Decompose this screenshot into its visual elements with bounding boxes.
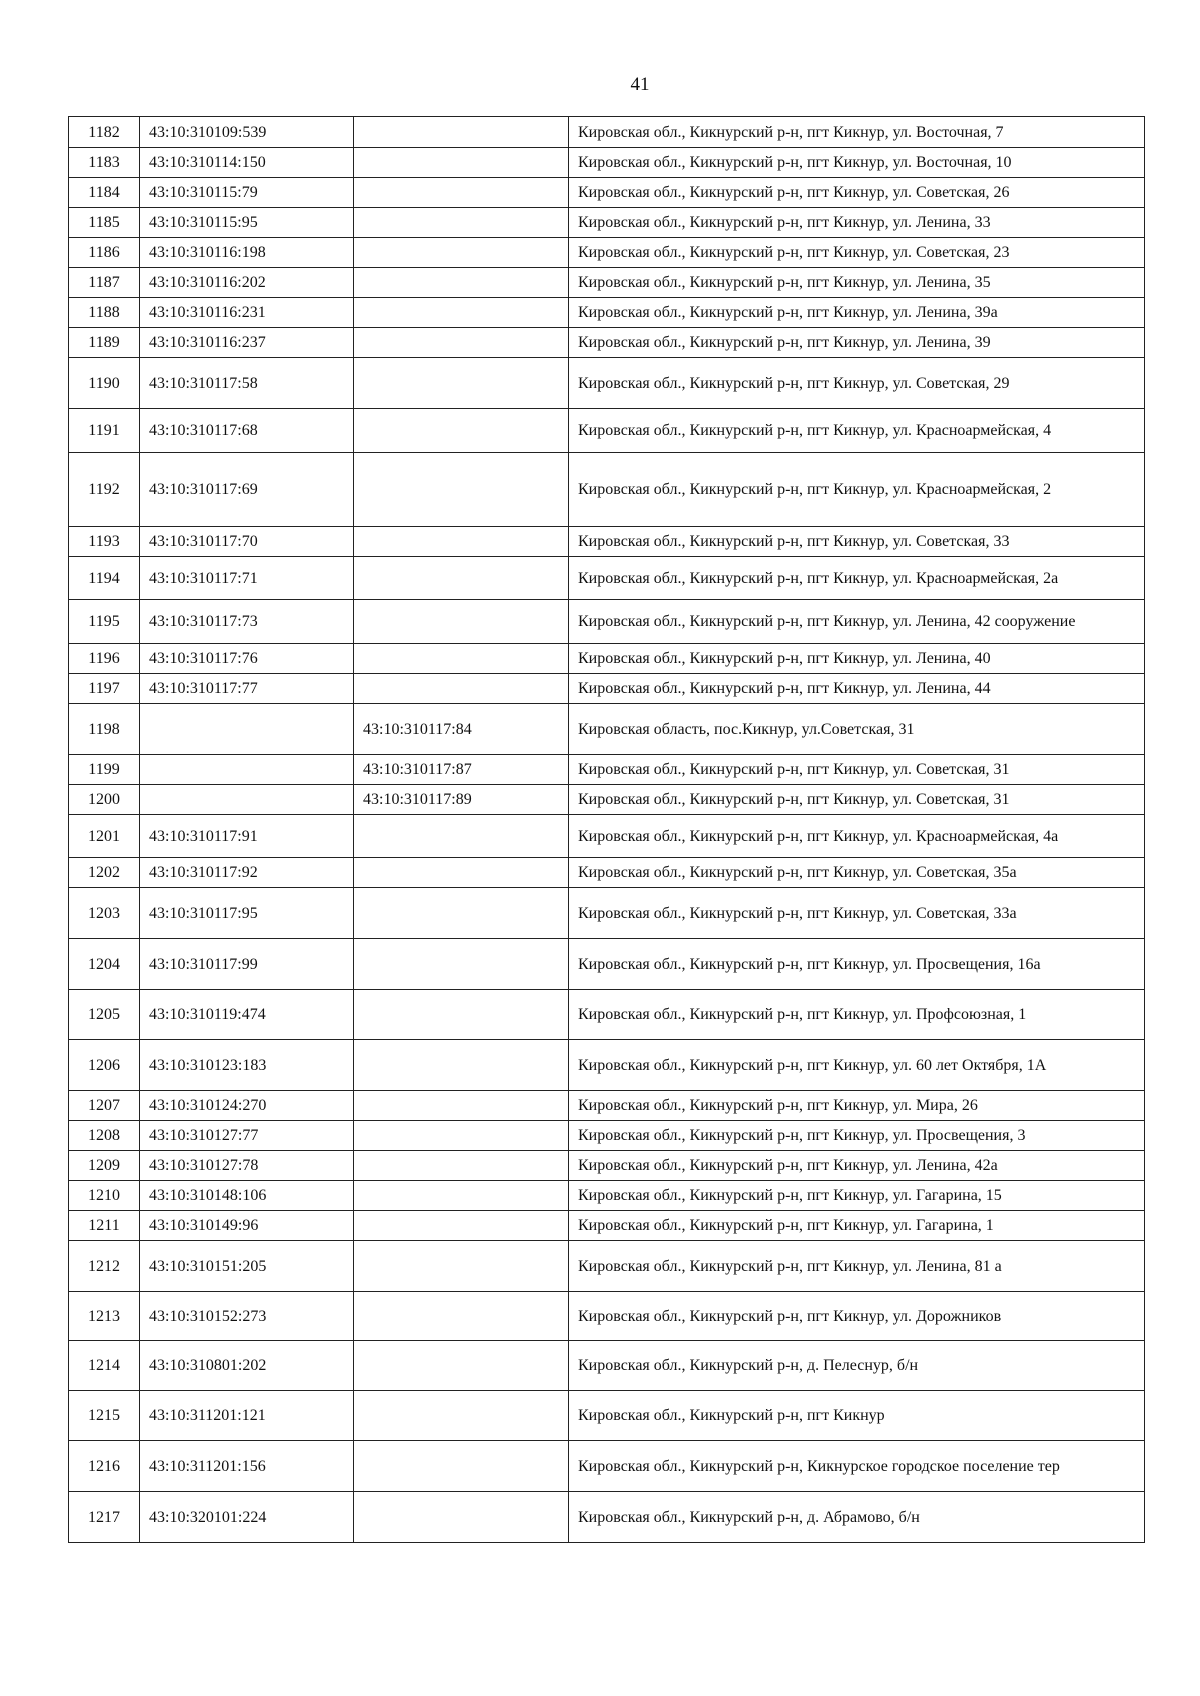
row-number-cell: 1183	[69, 148, 140, 178]
cadastral-number-alt-cell	[354, 1211, 569, 1241]
address-cell: Кировская обл., Кикнурский р-н, пгт Кикнур, ул. Советская, 31	[569, 785, 1145, 815]
table-row	[69, 238, 1145, 268]
row-number-cell: 1196	[69, 644, 140, 674]
table-row	[69, 148, 1145, 178]
row-number-cell: 1192	[69, 453, 140, 527]
cadastral-number-cell: 43:10:310117:70	[140, 527, 354, 557]
address-cell: Кировская обл., Кикнурский р-н, пгт Кикнур, ул. Ленина, 44	[569, 674, 1145, 704]
row-number-cell: 1187	[69, 268, 140, 298]
address-cell: Кировская обл., Кикнурский р-н, пгт Кикнур, ул. Советская, 35а	[569, 858, 1145, 888]
cadastral-number-alt-cell	[354, 178, 569, 208]
cadastral-number-cell: 43:10:310117:91	[140, 815, 354, 858]
cadastral-number-alt-cell	[354, 1241, 569, 1292]
row-number-cell: 1182	[69, 117, 140, 148]
address-cell: Кировская обл., Кикнурский р-н, пгт Кикнур, ул. Ленина, 39	[569, 328, 1145, 358]
address-cell: Кировская обл., Кикнурский р-н, пгт Кикнур, ул. Ленина, 33	[569, 208, 1145, 238]
cadastral-number-alt-cell	[354, 1391, 569, 1441]
cadastral-number-alt-cell	[354, 117, 569, 148]
cadastral-number-cell: 43:10:310117:76	[140, 644, 354, 674]
address-cell: Кировская обл., Кикнурский р-н, пгт Кикнур, ул. Советская, 31	[569, 755, 1145, 785]
table-row	[69, 1492, 1145, 1543]
cadastral-number-cell: 43:10:310117:99	[140, 939, 354, 990]
table-row	[69, 1391, 1145, 1441]
cadastral-number-alt-cell	[354, 298, 569, 328]
cadastral-number-alt-cell	[354, 1121, 569, 1151]
cadastral-number-alt-cell	[354, 858, 569, 888]
table-row	[69, 1040, 1145, 1091]
cadastral-number-alt-cell	[354, 888, 569, 939]
cadastral-number-alt-cell: 43:10:310117:89	[354, 785, 569, 815]
row-number-cell: 1198	[69, 704, 140, 755]
cadastral-number-alt-cell	[354, 148, 569, 178]
cadastral-number-cell: 43:10:310115:95	[140, 208, 354, 238]
table-row	[69, 888, 1145, 939]
row-number-cell: 1193	[69, 527, 140, 557]
address-cell: Кировская обл., Кикнурский р-н, пгт Кикнур, ул. Ленина, 35	[569, 268, 1145, 298]
row-number-cell: 1201	[69, 815, 140, 858]
cadastral-number-cell: 43:10:310117:95	[140, 888, 354, 939]
cadastral-number-cell: 43:10:311201:156	[140, 1441, 354, 1492]
table-row	[69, 755, 1145, 785]
row-number-cell: 1213	[69, 1292, 140, 1341]
address-cell: Кировская обл., Кикнурский р-н, пгт Кикнур, ул. Восточная, 7	[569, 117, 1145, 148]
address-cell: Кировская обл., Кикнурский р-н, пгт Кикнур, ул. Советская, 33а	[569, 888, 1145, 939]
address-cell: Кировская обл., Кикнурский р-н, д. Абрамово, б/н	[569, 1492, 1145, 1543]
cadastral-number-cell: 43:10:310117:71	[140, 557, 354, 600]
row-number-cell: 1209	[69, 1151, 140, 1181]
address-cell: Кировская обл., Кикнурский р-н, пгт Кикнур, ул. Красноармейская, 2	[569, 453, 1145, 527]
table-row	[69, 1441, 1145, 1492]
row-number-cell: 1203	[69, 888, 140, 939]
table-row	[69, 328, 1145, 358]
cadastral-number-alt-cell	[354, 1040, 569, 1091]
cadastral-number-cell	[140, 704, 354, 755]
table-row	[69, 1341, 1145, 1391]
cadastral-number-cell: 43:10:310116:202	[140, 268, 354, 298]
cadastral-number-cell: 43:10:310148:106	[140, 1181, 354, 1211]
table-row	[69, 208, 1145, 238]
row-number-cell: 1214	[69, 1341, 140, 1391]
table-row	[69, 1211, 1145, 1241]
cadastral-number-cell	[140, 755, 354, 785]
cadastral-number-alt-cell	[354, 600, 569, 644]
cadastral-number-alt-cell	[354, 815, 569, 858]
table-row	[69, 674, 1145, 704]
row-number-cell: 1210	[69, 1181, 140, 1211]
address-cell: Кировская обл., Кикнурский р-н, пгт Кикнур, ул. Гагарина, 15	[569, 1181, 1145, 1211]
address-cell: Кировская обл., Кикнурский р-н, пгт Кикнур, ул. Мира, 26	[569, 1091, 1145, 1121]
address-cell: Кировская обл., Кикнурский р-н, пгт Кикнур, ул. 60 лет Октября, 1А	[569, 1040, 1145, 1091]
table-row	[69, 785, 1145, 815]
row-number-cell: 1195	[69, 600, 140, 644]
address-cell: Кировская обл., Кикнурский р-н, пгт Кикнур, ул. Восточная, 10	[569, 148, 1145, 178]
cadastral-number-alt-cell	[354, 238, 569, 268]
address-cell: Кировская обл., Кикнурский р-н, пгт Кикнур, ул. Профсоюзная, 1	[569, 990, 1145, 1040]
table-row	[69, 704, 1145, 755]
row-number-cell: 1199	[69, 755, 140, 785]
cadastral-number-cell: 43:10:310149:96	[140, 1211, 354, 1241]
cadastral-number-cell: 43:10:310117:69	[140, 453, 354, 527]
table-row	[69, 1151, 1145, 1181]
cadastral-number-alt-cell	[354, 358, 569, 409]
table-row	[69, 453, 1145, 527]
cadastral-number-alt-cell	[354, 1091, 569, 1121]
table-row	[69, 1241, 1145, 1292]
cadastral-number-alt-cell	[354, 1492, 569, 1543]
page-number: 41	[630, 74, 650, 95]
row-number-cell: 1207	[69, 1091, 140, 1121]
cadastral-number-alt-cell	[354, 328, 569, 358]
address-cell: Кировская обл., Кикнурский р-н, пгт Кикнур, ул. Просвещения, 3	[569, 1121, 1145, 1151]
cadastral-number-alt-cell	[354, 1441, 569, 1492]
cadastral-number-cell: 43:10:310117:58	[140, 358, 354, 409]
cadastral-number-cell: 43:10:310117:68	[140, 409, 354, 453]
cadastral-number-cell: 43:10:310801:202	[140, 1341, 354, 1391]
table-row	[69, 178, 1145, 208]
table-row	[69, 117, 1145, 148]
address-cell: Кировская обл., Кикнурский р-н, д. Пелеснур, б/н	[569, 1341, 1145, 1391]
cadastral-number-cell: 43:10:310116:198	[140, 238, 354, 268]
address-cell: Кировская обл., Кикнурский р-н, пгт Кикнур, ул. Дорожников	[569, 1292, 1145, 1341]
cadastral-number-cell: 43:10:311201:121	[140, 1391, 354, 1441]
cadastral-number-alt-cell	[354, 1341, 569, 1391]
cadastral-number-alt-cell	[354, 208, 569, 238]
address-cell: Кировская обл., Кикнурский р-н, Кикнурское городское поселение тер	[569, 1441, 1145, 1492]
table-row	[69, 1091, 1145, 1121]
cadastral-number-cell: 43:10:310151:205	[140, 1241, 354, 1292]
table-row	[69, 815, 1145, 858]
table-row	[69, 358, 1145, 409]
table-row	[69, 1292, 1145, 1341]
row-number-cell: 1216	[69, 1441, 140, 1492]
cadastral-number-cell: 43:10:310116:237	[140, 328, 354, 358]
address-cell: Кировская обл., Кикнурский р-н, пгт Кикнур, ул. Советская, 33	[569, 527, 1145, 557]
row-number-cell: 1185	[69, 208, 140, 238]
table-row	[69, 1121, 1145, 1151]
cadastral-number-alt-cell	[354, 1181, 569, 1211]
table-row	[69, 298, 1145, 328]
cadastral-number-cell: 43:10:310117:77	[140, 674, 354, 704]
cadastral-number-alt-cell	[354, 409, 569, 453]
cadastral-number-cell: 43:10:310117:92	[140, 858, 354, 888]
address-cell: Кировская обл., Кикнурский р-н, пгт Кикнур, ул. Ленина, 42 сооружение	[569, 600, 1145, 644]
cadastral-number-cell: 43:10:310127:78	[140, 1151, 354, 1181]
cadastral-number-cell: 43:10:310114:150	[140, 148, 354, 178]
cadastral-number-alt-cell: 43:10:310117:84	[354, 704, 569, 755]
cadastral-number-alt-cell	[354, 1151, 569, 1181]
table-row	[69, 600, 1145, 644]
row-number-cell: 1202	[69, 858, 140, 888]
address-cell: Кировская обл., Кикнурский р-н, пгт Кикнур, ул. Ленина, 81 а	[569, 1241, 1145, 1292]
table-row	[69, 990, 1145, 1040]
address-cell: Кировская обл., Кикнурский р-н, пгт Кикнур, ул. Красноармейская, 4а	[569, 815, 1145, 858]
row-number-cell: 1191	[69, 409, 140, 453]
cadastral-number-cell: 43:10:310116:231	[140, 298, 354, 328]
cadastral-number-alt-cell	[354, 644, 569, 674]
address-cell: Кировская обл., Кикнурский р-н, пгт Кикнур, ул. Ленина, 40	[569, 644, 1145, 674]
table-row	[69, 268, 1145, 298]
address-cell: Кировская обл., Кикнурский р-н, пгт Кикнур, ул. Ленина, 39а	[569, 298, 1145, 328]
row-number-cell: 1204	[69, 939, 140, 990]
row-number-cell: 1197	[69, 674, 140, 704]
row-number-cell: 1206	[69, 1040, 140, 1091]
address-cell: Кировская обл., Кикнурский р-н, пгт Кикнур, ул. Красноармейская, 4	[569, 409, 1145, 453]
cadastral-number-alt-cell	[354, 557, 569, 600]
row-number-cell: 1215	[69, 1391, 140, 1441]
table-row	[69, 557, 1145, 600]
cadastral-number-cell: 43:10:310124:270	[140, 1091, 354, 1121]
cadastral-number-alt-cell	[354, 939, 569, 990]
address-cell: Кировская обл., Кикнурский р-н, пгт Кикнур, ул. Советская, 29	[569, 358, 1145, 409]
row-number-cell: 1190	[69, 358, 140, 409]
table-row	[69, 1181, 1145, 1211]
cadastral-number-cell: 43:10:310109:539	[140, 117, 354, 148]
address-cell: Кировская обл., Кикнурский р-н, пгт Кикнур, ул. Просвещения, 16а	[569, 939, 1145, 990]
cadastral-number-alt-cell	[354, 453, 569, 527]
table-row	[69, 527, 1145, 557]
table-body	[69, 117, 1145, 1543]
cadastral-number-alt-cell	[354, 268, 569, 298]
table-row	[69, 939, 1145, 990]
cadastral-number-cell: 43:10:310123:183	[140, 1040, 354, 1091]
property-register-table	[68, 116, 1145, 1543]
row-number-cell: 1184	[69, 178, 140, 208]
cadastral-number-alt-cell	[354, 990, 569, 1040]
row-number-cell: 1189	[69, 328, 140, 358]
cadastral-number-alt-cell	[354, 527, 569, 557]
row-number-cell: 1212	[69, 1241, 140, 1292]
row-number-cell: 1188	[69, 298, 140, 328]
cadastral-number-cell: 43:10:310119:474	[140, 990, 354, 1040]
cadastral-number-cell	[140, 785, 354, 815]
cadastral-number-cell: 43:10:310115:79	[140, 178, 354, 208]
address-cell: Кировская обл., Кикнурский р-н, пгт Кикнур, ул. Гагарина, 1	[569, 1211, 1145, 1241]
cadastral-number-cell: 43:10:310152:273	[140, 1292, 354, 1341]
address-cell: Кировская область, пос.Кикнур, ул.Советская, 31	[569, 704, 1145, 755]
table-row	[69, 858, 1145, 888]
address-cell: Кировская обл., Кикнурский р-н, пгт Кикнур, ул. Советская, 26	[569, 178, 1145, 208]
cadastral-number-alt-cell	[354, 674, 569, 704]
table-row	[69, 644, 1145, 674]
address-cell: Кировская обл., Кикнурский р-н, пгт Кикнур, ул. Советская, 23	[569, 238, 1145, 268]
row-number-cell: 1217	[69, 1492, 140, 1543]
cadastral-number-cell: 43:10:310117:73	[140, 600, 354, 644]
row-number-cell: 1211	[69, 1211, 140, 1241]
cadastral-number-cell: 43:10:320101:224	[140, 1492, 354, 1543]
row-number-cell: 1208	[69, 1121, 140, 1151]
row-number-cell: 1186	[69, 238, 140, 268]
address-cell: Кировская обл., Кикнурский р-н, пгт Кикнур	[569, 1391, 1145, 1441]
address-cell: Кировская обл., Кикнурский р-н, пгт Кикнур, ул. Ленина, 42а	[569, 1151, 1145, 1181]
row-number-cell: 1194	[69, 557, 140, 600]
cadastral-number-alt-cell	[354, 1292, 569, 1341]
cadastral-number-alt-cell: 43:10:310117:87	[354, 755, 569, 785]
row-number-cell: 1205	[69, 990, 140, 1040]
address-cell: Кировская обл., Кикнурский р-н, пгт Кикнур, ул. Красноармейская, 2а	[569, 557, 1145, 600]
row-number-cell: 1200	[69, 785, 140, 815]
table-row	[69, 409, 1145, 453]
cadastral-number-cell: 43:10:310127:77	[140, 1121, 354, 1151]
